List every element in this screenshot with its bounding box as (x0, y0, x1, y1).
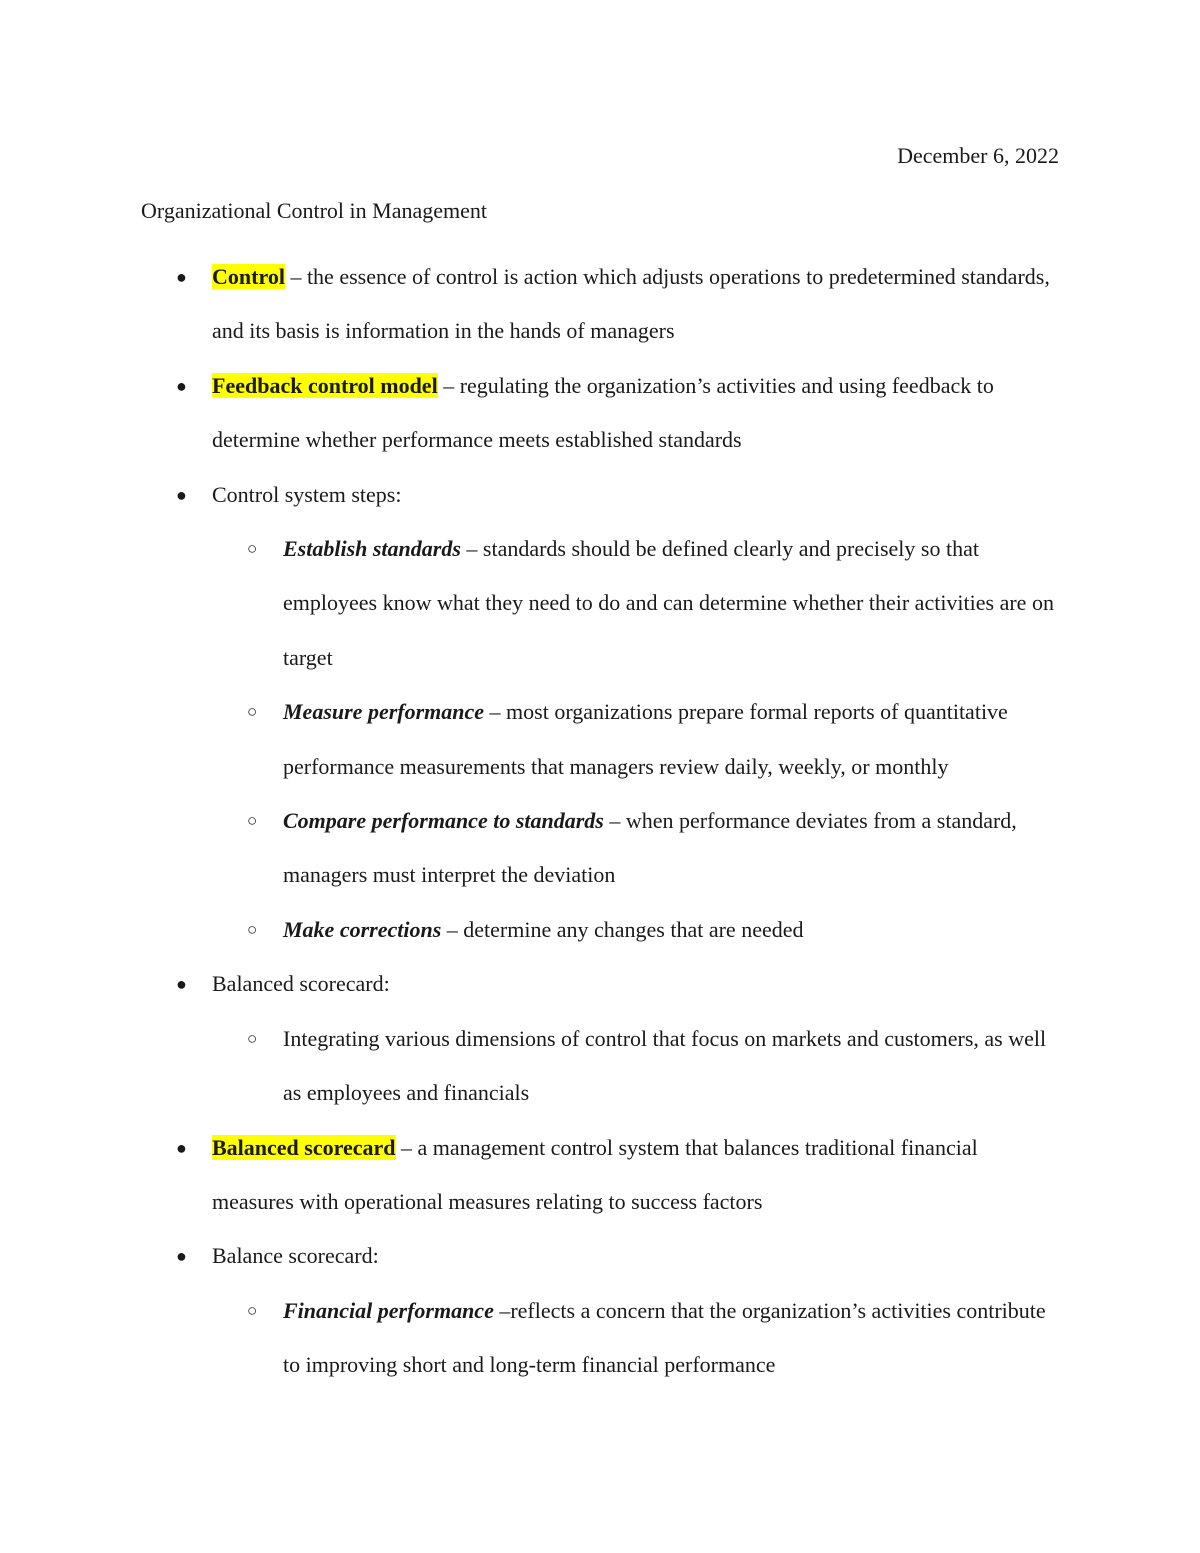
bullet-disc-icon: ● (176, 974, 187, 995)
document-date: December 6, 2022 (897, 143, 1059, 168)
bullet-circle-icon: ○ (247, 811, 258, 831)
sublist-item-establish-standards (0, 522, 1200, 685)
list-item-control (0, 250, 1200, 359)
bullet-circle-icon: ○ (247, 539, 258, 559)
list-item-balance-scorecard-heading (0, 1229, 1200, 1283)
item-text: Integrating various dimensions of control that focus on markets and customers, as well as employees and financials (283, 1025, 1047, 1106)
bullet-circle-icon: ○ (247, 1028, 258, 1048)
bullet-disc-icon: ● (176, 267, 187, 287)
bullet-circle-icon: ○ (247, 919, 258, 939)
sublist-item-make-corrections (0, 903, 1200, 957)
list-item-balanced-scorecard (0, 1121, 1200, 1230)
highlighted-term: Feedback control model (212, 372, 438, 398)
italic-term: Establish standards (283, 536, 461, 562)
document-title: Organizational Control in Management (141, 198, 488, 223)
item-text: Balance scorecard: (212, 1243, 379, 1269)
sublist-item-measure-performance (0, 685, 1200, 794)
bullet-disc-icon: ● (176, 484, 187, 505)
item-text: Balanced scorecard: (212, 971, 390, 997)
item-text: Control system steps: (212, 481, 402, 507)
italic-term: Make corrections (283, 916, 442, 942)
italic-term: Measure performance (283, 699, 485, 725)
sublist-item-compare-performance (0, 794, 1200, 903)
sublist-item-integrating-dimensions (0, 1012, 1200, 1121)
italic-term: Financial performance (283, 1297, 494, 1323)
highlighted-term: Balanced scorecard (212, 1134, 396, 1160)
bullet-disc-icon: ● (176, 375, 187, 396)
item-text: –reflects a concern that the organization’s activities contribute to improving short and long-term financial performance (283, 1297, 1046, 1378)
item-text: – when performance deviates from a standard, managers must interpret the deviation (283, 808, 1017, 888)
item-text: – the essence of control is action which adjusts operations to predetermined standards, and its basis is information in the hands of managers (212, 264, 1050, 344)
list-item-balanced-scorecard-heading (0, 957, 1200, 1011)
sublist-item-financial-performance (0, 1284, 1200, 1393)
bullet-circle-icon: ○ (247, 702, 258, 722)
list-item-control-system-steps (0, 468, 1200, 522)
notes-list (0, 250, 1200, 1393)
bullet-disc-icon: ● (176, 1246, 187, 1267)
bullet-disc-icon: ● (176, 1137, 187, 1158)
italic-term: Compare performance to standards (283, 808, 604, 834)
item-text: – determine any changes that are needed (441, 916, 804, 942)
highlighted-term: Control (212, 264, 285, 289)
item-text: – regulating the organization’s activities and using feedback to determine whether performance meets established standards (212, 372, 994, 453)
item-text: – a management control system that balances traditional financial measures with operational measures relating to success factors (212, 1134, 978, 1214)
bullet-circle-icon: ○ (247, 1300, 258, 1320)
item-text: – most organizations prepare formal reports of quantitative performance measurements that managers review daily, weekly, or monthly (283, 699, 1008, 779)
list-item-feedback-control-model (0, 359, 1200, 468)
item-text: – standards should be defined clearly and precisely so that employees know what they need to do and can determine whether their activities are on target (283, 536, 1054, 670)
